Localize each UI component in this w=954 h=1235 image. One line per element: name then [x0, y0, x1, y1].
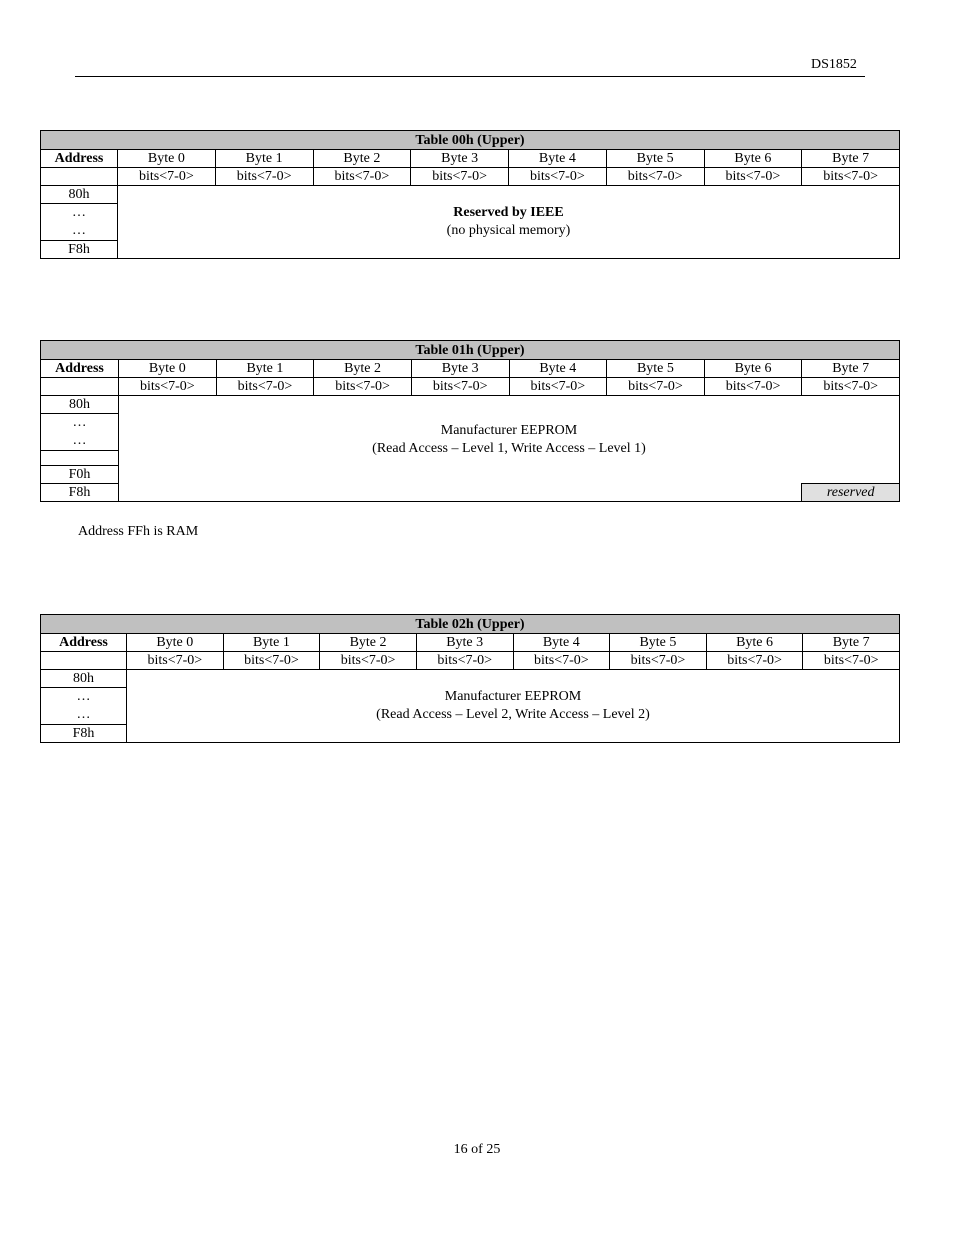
byte-header: Byte 3 — [411, 360, 509, 378]
bits-cell: bits<7-0> — [314, 378, 412, 396]
byte-header: Byte 3 — [416, 634, 513, 652]
bits-cell: bits<7-0> — [802, 378, 900, 396]
byte-header: Byte 5 — [606, 150, 704, 168]
region-description: (no physical memory) — [446, 223, 571, 238]
bits-row — [41, 168, 900, 186]
bits-cell: bits<7-0> — [411, 168, 509, 186]
blank-cell — [41, 168, 118, 186]
byte-header: Byte 6 — [706, 634, 803, 652]
blank-cell — [41, 652, 127, 670]
byte-header-row — [41, 150, 900, 168]
region-description: (Read Access – Level 2, Write Access – Level 2) — [376, 707, 650, 722]
bits-cell: bits<7-0> — [803, 652, 900, 670]
byte-header: Byte 2 — [320, 634, 417, 652]
byte-header: Byte 0 — [119, 360, 217, 378]
address-header: Address — [41, 634, 127, 652]
address-cell: 80h — [41, 670, 127, 688]
bits-cell: bits<7-0> — [509, 378, 607, 396]
region-continuation — [119, 484, 802, 502]
address-cell: F8h — [41, 241, 118, 259]
reserved-cell: reserved — [802, 484, 900, 502]
bits-cell: bits<7-0> — [411, 378, 509, 396]
bits-row — [41, 652, 900, 670]
memory-region — [127, 670, 900, 743]
byte-header: Byte 4 — [509, 360, 607, 378]
byte-header: Byte 7 — [803, 634, 900, 652]
byte-header: Byte 1 — [223, 634, 320, 652]
bits-cell: bits<7-0> — [313, 168, 411, 186]
bits-cell: bits<7-0> — [127, 652, 224, 670]
bits-cell: bits<7-0> — [216, 378, 314, 396]
page-number: 16 of 25 — [453, 1142, 501, 1157]
region-title: Manufacturer EEPROM — [440, 422, 578, 438]
bits-cell: bits<7-0> — [606, 168, 704, 186]
memory-region — [118, 186, 900, 259]
byte-header-row — [41, 634, 900, 652]
bits-cell: bits<7-0> — [706, 652, 803, 670]
bits-cell: bits<7-0> — [118, 168, 216, 186]
ram-note: Address FFh is RAM — [78, 524, 199, 539]
bits-cell: bits<7-0> — [223, 652, 320, 670]
byte-header: Byte 5 — [607, 360, 705, 378]
byte-header: Byte 0 — [118, 150, 216, 168]
address-gap — [41, 451, 119, 466]
address-ellipsis: … … — [41, 688, 127, 725]
bits-cell: bits<7-0> — [215, 168, 313, 186]
blank-cell — [41, 378, 119, 396]
byte-header: Byte 2 — [313, 150, 411, 168]
byte-header: Byte 3 — [411, 150, 509, 168]
bits-cell: bits<7-0> — [802, 168, 900, 186]
header-rule — [75, 76, 865, 77]
bits-cell: bits<7-0> — [607, 378, 705, 396]
byte-header: Byte 1 — [215, 150, 313, 168]
bits-cell: bits<7-0> — [509, 168, 607, 186]
bits-cell: bits<7-0> — [513, 652, 610, 670]
byte-header: Byte 1 — [216, 360, 314, 378]
address-cell: F8h — [41, 725, 127, 743]
address-ellipsis: … … — [41, 204, 118, 241]
bits-cell: bits<7-0> — [704, 378, 802, 396]
address-header: Address — [41, 360, 119, 378]
region-title: Manufacturer EEPROM — [444, 689, 582, 704]
address-header: Address — [41, 150, 118, 168]
byte-header: Byte 7 — [802, 360, 900, 378]
byte-header: Byte 4 — [513, 634, 610, 652]
byte-header: Byte 2 — [314, 360, 412, 378]
byte-header-row — [41, 360, 900, 378]
bits-cell: bits<7-0> — [320, 652, 417, 670]
document-id: DS1852 — [811, 57, 857, 72]
table-title: Table 01h (Upper) — [41, 341, 900, 360]
address-cell: F0h — [41, 466, 119, 484]
byte-header: Byte 0 — [127, 634, 224, 652]
byte-header: Byte 4 — [509, 150, 607, 168]
region-description: (Read Access – Level 1, Write Access – Level 1) — [372, 440, 646, 456]
address-ellipsis: … … — [41, 414, 119, 451]
bits-cell: bits<7-0> — [610, 652, 707, 670]
bits-cell: bits<7-0> — [119, 378, 217, 396]
table-01h — [40, 340, 900, 502]
bits-cell: bits<7-0> — [704, 168, 802, 186]
byte-header: Byte 6 — [704, 360, 802, 378]
bits-row — [41, 378, 900, 396]
byte-header: Byte 5 — [610, 634, 707, 652]
table-title: Table 00h (Upper) — [41, 131, 900, 150]
region-title: Reserved by IEEE — [453, 205, 564, 220]
address-cell: F8h — [41, 484, 119, 502]
table-02h — [40, 614, 900, 743]
byte-header: Byte 6 — [704, 150, 802, 168]
memory-region — [119, 396, 900, 484]
byte-header: Byte 7 — [802, 150, 900, 168]
bits-cell: bits<7-0> — [416, 652, 513, 670]
table-00h — [40, 130, 900, 259]
table-title: Table 02h (Upper) — [41, 615, 900, 634]
address-cell: 80h — [41, 186, 118, 204]
address-cell: 80h — [41, 396, 119, 414]
